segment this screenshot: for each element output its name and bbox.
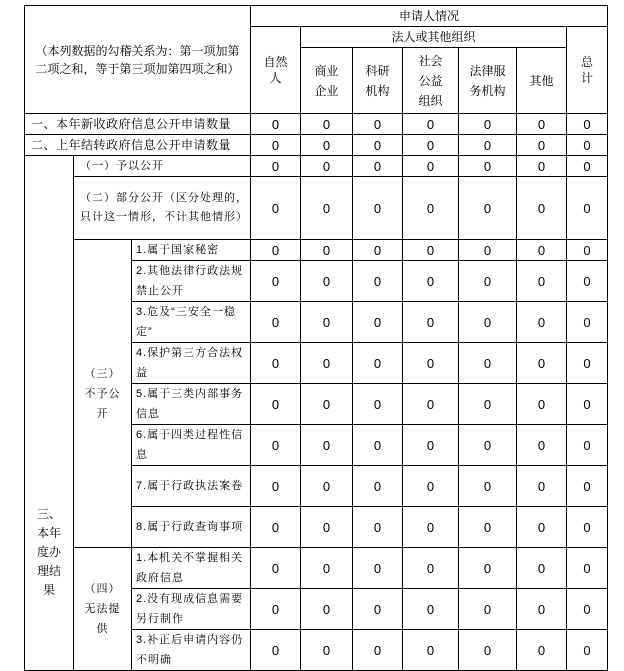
cell-value: 0: [353, 548, 403, 589]
row-label: 1.本机关不掌握相关政府信息: [132, 548, 251, 589]
cell-value: 0: [403, 630, 459, 671]
header-social: 社会公益组织: [403, 48, 459, 114]
cell-value: 0: [517, 425, 567, 466]
row-label: 8.属于行政查询事项: [132, 507, 251, 548]
cell-value: 0: [353, 302, 403, 343]
cell-value: 0: [251, 302, 301, 343]
cell-value: 0: [459, 466, 517, 507]
cell-value: 0: [567, 240, 608, 261]
cell-value: 0: [517, 177, 567, 240]
cell-value: 0: [353, 156, 403, 177]
cell-value: 0: [301, 589, 353, 630]
cell-value: 0: [517, 114, 567, 135]
cell-value: 0: [251, 630, 301, 671]
table-row: [25, 156, 608, 177]
cell-value: 0: [353, 384, 403, 425]
cell-value: 0: [517, 261, 567, 302]
table-row: [25, 114, 608, 135]
cell-value: 0: [403, 589, 459, 630]
cell-value: 0: [251, 589, 301, 630]
cell-value: 0: [517, 240, 567, 261]
cell-value: 0: [353, 114, 403, 135]
cell-value: 0: [459, 548, 517, 589]
cell-value: 0: [567, 630, 608, 671]
cell-value: 0: [459, 343, 517, 384]
cell-value: 0: [567, 589, 608, 630]
header-other: 其他: [517, 48, 567, 114]
row-label: （一）予以公开: [74, 156, 251, 177]
cell-value: 0: [403, 425, 459, 466]
table-row: [25, 177, 608, 240]
cell-value: 0: [567, 302, 608, 343]
cell-value: 0: [353, 466, 403, 507]
cell-value: 0: [517, 343, 567, 384]
cell-value: 0: [301, 302, 353, 343]
table-row: [25, 548, 608, 589]
cell-value: 0: [301, 548, 353, 589]
cell-value: 0: [459, 384, 517, 425]
row-label: 4.保护第三方合法权益: [132, 343, 251, 384]
cell-value: 0: [251, 177, 301, 240]
cell-value: 0: [567, 384, 608, 425]
cell-value: 0: [353, 240, 403, 261]
cell-value: 0: [459, 135, 517, 156]
cell-value: 0: [353, 177, 403, 240]
header-applicant: 申请人情况: [251, 6, 608, 27]
cell-value: 0: [403, 384, 459, 425]
row-label: 2.没有现成信息需要另行制作: [132, 589, 251, 630]
cell-value: 0: [403, 135, 459, 156]
table-row: [25, 135, 608, 156]
cell-value: 0: [403, 507, 459, 548]
cell-value: 0: [459, 240, 517, 261]
cell-value: 0: [403, 177, 459, 240]
cell-value: 0: [301, 261, 353, 302]
row-label: 一、本年新收政府信息公开申请数量: [25, 114, 251, 135]
row-label: 1.属于国家秘密: [132, 240, 251, 261]
cell-value: 0: [567, 114, 608, 135]
cell-value: 0: [301, 156, 353, 177]
cell-value: 0: [567, 261, 608, 302]
cell-value: 0: [251, 466, 301, 507]
cell-value: 0: [517, 156, 567, 177]
header-legal-group: 法人或其他组织: [301, 27, 567, 48]
cell-value: 0: [459, 114, 517, 135]
cell-value: 0: [301, 114, 353, 135]
gov-info-disclosure-table: [24, 5, 608, 671]
cell-value: 0: [567, 425, 608, 466]
cell-value: 0: [403, 240, 459, 261]
cell-value: 0: [251, 261, 301, 302]
cell-value: 0: [567, 548, 608, 589]
cell-value: 0: [353, 261, 403, 302]
cell-value: 0: [517, 302, 567, 343]
row-label: 3.危及“三安全一稳定”: [132, 302, 251, 343]
cell-value: 0: [301, 466, 353, 507]
cell-value: 0: [353, 589, 403, 630]
cell-value: 0: [251, 343, 301, 384]
row-label: 7.属于行政执法案卷: [132, 466, 251, 507]
cell-value: 0: [459, 261, 517, 302]
cell-value: 0: [567, 177, 608, 240]
cell-value: 0: [567, 507, 608, 548]
cell-value: 0: [353, 630, 403, 671]
cell-value: 0: [517, 384, 567, 425]
header-research: 科研机构: [353, 48, 403, 114]
cell-value: 0: [459, 156, 517, 177]
cell-value: 0: [251, 548, 301, 589]
cell-value: 0: [353, 135, 403, 156]
cell-value: 0: [459, 630, 517, 671]
row-label: 2.其他法律行政法规禁止公开: [132, 261, 251, 302]
cell-value: 0: [251, 135, 301, 156]
cell-value: 0: [251, 114, 301, 135]
cell-value: 0: [403, 548, 459, 589]
cell-value: 0: [301, 135, 353, 156]
cell-value: 0: [251, 425, 301, 466]
cell-value: 0: [567, 156, 608, 177]
cell-value: 0: [459, 177, 517, 240]
cell-value: 0: [567, 466, 608, 507]
cell-value: 0: [301, 425, 353, 466]
header-note: （本列数据的勾稽关系为：第一项加第二项之和，等于第三项加第四项之和）: [25, 6, 251, 114]
cell-value: 0: [459, 589, 517, 630]
cell-value: 0: [251, 240, 301, 261]
cell-value: 0: [251, 384, 301, 425]
cell-value: 0: [301, 240, 353, 261]
row-label: 3.补正后申请内容仍不明确: [132, 630, 251, 671]
cell-value: 0: [403, 114, 459, 135]
header-commercial: 商业企业: [301, 48, 353, 114]
row-label: 二、上年结转政府信息公开申请数量: [25, 135, 251, 156]
cell-value: 0: [301, 384, 353, 425]
cell-value: 0: [517, 507, 567, 548]
section3-label: 三、本年度办理结果: [25, 156, 74, 671]
cell-value: 0: [459, 302, 517, 343]
cell-value: 0: [403, 343, 459, 384]
cell-value: 0: [403, 466, 459, 507]
group-label-not-disclosed: （三）不予公开: [74, 240, 132, 548]
table-row: [25, 240, 608, 261]
cell-value: 0: [403, 302, 459, 343]
cell-value: 0: [251, 156, 301, 177]
cell-value: 0: [403, 156, 459, 177]
cell-value: 0: [353, 507, 403, 548]
cell-value: 0: [517, 135, 567, 156]
row-label: 6.属于四类过程性信息: [132, 425, 251, 466]
cell-value: 0: [517, 630, 567, 671]
row-label: （二）部分公开（区分处理的，只计这一情形，不计其他情形）: [74, 177, 251, 240]
cell-value: 0: [301, 343, 353, 384]
cell-value: 0: [353, 343, 403, 384]
cell-value: 0: [567, 343, 608, 384]
cell-value: 0: [517, 548, 567, 589]
cell-value: 0: [459, 507, 517, 548]
cell-value: 0: [251, 507, 301, 548]
cell-value: 0: [517, 466, 567, 507]
row-label: 5.属于三类内部事务信息: [132, 384, 251, 425]
header-total: 总计: [567, 27, 608, 114]
header-natural-person: 自然人: [251, 27, 301, 114]
header-legal-service: 法律服务机构: [459, 48, 517, 114]
group-label-unable-to-provide: （四）无法提供: [74, 548, 132, 671]
cell-value: 0: [301, 177, 353, 240]
cell-value: 0: [301, 507, 353, 548]
cell-value: 0: [403, 261, 459, 302]
cell-value: 0: [301, 630, 353, 671]
cell-value: 0: [517, 589, 567, 630]
cell-value: 0: [459, 425, 517, 466]
cell-value: 0: [567, 135, 608, 156]
cell-value: 0: [353, 425, 403, 466]
